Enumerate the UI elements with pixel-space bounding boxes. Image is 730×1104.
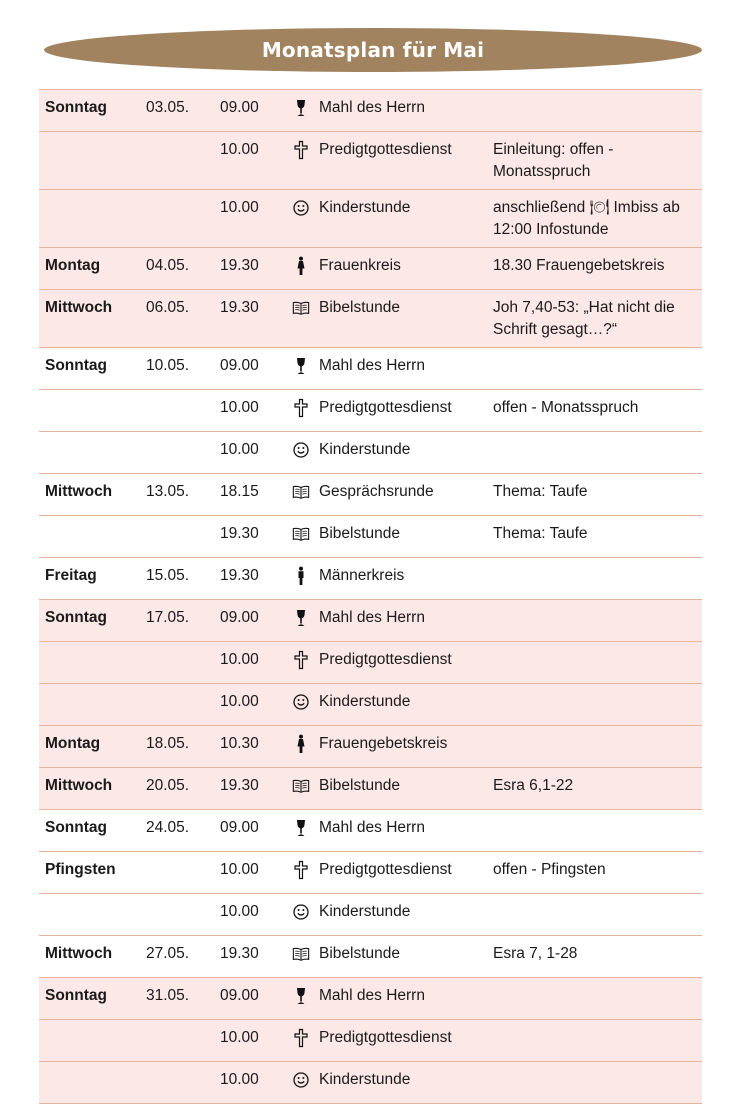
event-cell: Kinderstunde — [319, 1071, 411, 1088]
icon-cell — [283, 290, 319, 347]
note-cell: Esra 7, 1-28 — [493, 945, 578, 962]
cross-icon — [292, 397, 310, 425]
icon-cell — [283, 348, 319, 389]
man-icon — [292, 565, 310, 593]
book-icon — [292, 523, 310, 551]
icon-cell — [283, 132, 319, 189]
table-row — [39, 600, 702, 642]
event-cell: Predigtgottesdienst — [319, 651, 452, 668]
icon-cell — [283, 936, 319, 977]
date-cell — [146, 684, 220, 725]
time-cell: 09.00 — [220, 819, 259, 836]
event-cell: Gesprächsrunde — [319, 483, 434, 500]
book-icon — [292, 775, 310, 803]
event-cell: Mahl des Herrn — [319, 987, 425, 1004]
event-cell: Kinderstunde — [319, 199, 411, 216]
date-cell — [146, 390, 220, 431]
time-cell: 10.00 — [220, 903, 259, 920]
note-cell: 18.30 Frauengebetskreis — [493, 257, 665, 274]
note-cell — [493, 642, 702, 683]
day-cell: Sonntag — [45, 987, 107, 1004]
table-row — [39, 248, 702, 290]
day-cell — [39, 1062, 146, 1103]
woman-icon — [292, 733, 310, 761]
date-cell: 20.05. — [146, 777, 190, 794]
time-cell: 18.15 — [220, 483, 259, 500]
time-cell: 10.00 — [220, 651, 259, 668]
day-cell: Mittwoch — [45, 299, 113, 316]
event-cell: Predigtgottesdienst — [319, 399, 452, 416]
event-cell: Mahl des Herrn — [319, 819, 425, 836]
icon-cell — [283, 432, 319, 473]
event-cell: Predigtgottesdienst — [319, 861, 452, 878]
icon-cell — [283, 810, 319, 851]
icon-cell — [283, 978, 319, 1019]
day-cell: Montag — [45, 257, 101, 274]
time-cell: 09.00 — [220, 99, 259, 116]
date-cell: 04.05. — [146, 257, 190, 274]
date-cell — [146, 1020, 220, 1061]
date-cell: 24.05. — [146, 819, 190, 836]
date-cell: 03.05. — [146, 99, 190, 116]
event-cell: Predigtgottesdienst — [319, 141, 452, 158]
day-cell — [39, 516, 146, 557]
event-cell: Predigtgottesdienst — [319, 1029, 452, 1046]
date-cell: 06.05. — [146, 299, 190, 316]
day-cell — [39, 390, 146, 431]
icon-cell — [283, 852, 319, 893]
table-row — [39, 558, 702, 600]
time-cell: 10.00 — [220, 861, 259, 878]
event-cell: Bibelstunde — [319, 945, 401, 962]
day-cell — [39, 684, 146, 725]
chalice-icon — [292, 817, 310, 845]
note-cell — [493, 348, 702, 389]
chalice-icon — [292, 355, 310, 383]
date-cell: 17.05. — [146, 609, 190, 626]
table-row — [39, 642, 702, 684]
time-cell: 09.00 — [220, 987, 259, 1004]
date-cell — [146, 642, 220, 683]
date-cell: 18.05. — [146, 735, 190, 752]
note-cell — [493, 432, 702, 473]
note-cell: Joh 7,40-53: „Hat nicht die Schrift gesagt…?“ — [493, 299, 675, 338]
day-cell: Sonntag — [45, 357, 107, 374]
table-row — [39, 978, 702, 1020]
time-cell: 19.30 — [220, 945, 259, 962]
chalice-icon — [292, 607, 310, 635]
table-row — [39, 90, 702, 132]
date-cell — [146, 432, 220, 473]
note-cell — [493, 978, 702, 1019]
day-cell: Sonntag — [45, 99, 107, 116]
note-cell — [493, 810, 702, 851]
table-row — [39, 348, 702, 390]
day-cell: Montag — [45, 735, 101, 752]
icon-cell — [283, 894, 319, 935]
note-cell — [493, 1062, 702, 1103]
smiley-icon — [292, 197, 310, 241]
time-cell: 19.30 — [220, 777, 259, 794]
icon-cell — [283, 684, 319, 725]
note-cell: offen - Monatsspruch — [493, 399, 639, 416]
date-cell — [146, 190, 220, 247]
day-cell — [39, 1020, 146, 1061]
woman-icon — [292, 255, 310, 283]
date-cell: 27.05. — [146, 945, 190, 962]
time-cell: 10.00 — [220, 441, 259, 458]
icon-cell — [283, 1020, 319, 1061]
icon-cell — [283, 190, 319, 247]
note-cell: anschließend 🍽 Imbiss ab 12:00 Infostunde — [493, 199, 680, 238]
cross-icon — [292, 1027, 310, 1055]
schedule-table — [39, 89, 702, 1104]
event-cell: Frauengebetskreis — [319, 735, 448, 752]
day-cell: Sonntag — [45, 819, 107, 836]
book-icon — [292, 481, 310, 509]
day-cell — [39, 642, 146, 683]
note-cell — [493, 1020, 702, 1061]
date-cell — [146, 1062, 220, 1103]
note-cell: offen - Pfingsten — [493, 861, 606, 878]
time-cell: 10.30 — [220, 735, 259, 752]
icon-cell — [283, 390, 319, 431]
date-cell: 13.05. — [146, 483, 190, 500]
table-row — [39, 936, 702, 978]
icon-cell — [283, 248, 319, 289]
day-cell — [39, 432, 146, 473]
event-cell: Bibelstunde — [319, 299, 401, 316]
table-row — [39, 432, 702, 474]
event-cell: Frauenkreis — [319, 257, 401, 274]
smiley-icon — [292, 1069, 310, 1097]
table-row — [39, 684, 702, 726]
date-cell — [146, 132, 220, 189]
book-icon — [292, 297, 310, 341]
event-cell: Kinderstunde — [319, 441, 411, 458]
date-cell — [146, 852, 220, 893]
icon-cell — [283, 642, 319, 683]
table-row — [39, 190, 702, 248]
time-cell: 10.00 — [220, 693, 259, 710]
chalice-icon — [292, 97, 310, 125]
book-icon — [292, 943, 310, 971]
note-cell — [493, 894, 702, 935]
note-cell — [493, 684, 702, 725]
table-row — [39, 1020, 702, 1062]
note-cell: Einleitung: offen - Monatsspruch — [493, 141, 614, 180]
event-cell: Bibelstunde — [319, 525, 401, 542]
event-cell: Männerkreis — [319, 567, 405, 584]
smiley-icon — [292, 691, 310, 719]
icon-cell — [283, 726, 319, 767]
note-cell — [493, 90, 702, 131]
day-cell — [39, 190, 146, 247]
day-cell: Mittwoch — [45, 483, 113, 500]
table-row — [39, 290, 702, 348]
chalice-icon — [292, 985, 310, 1013]
title-banner — [44, 28, 702, 72]
table-row — [39, 390, 702, 432]
event-cell: Kinderstunde — [319, 693, 411, 710]
smiley-icon — [292, 439, 310, 467]
time-cell: 10.00 — [220, 1029, 259, 1046]
icon-cell — [283, 558, 319, 599]
icon-cell — [283, 516, 319, 557]
day-cell: Sonntag — [45, 609, 107, 626]
table-row — [39, 726, 702, 768]
time-cell: 19.30 — [220, 525, 259, 542]
icon-cell — [283, 90, 319, 131]
time-cell: 19.30 — [220, 257, 259, 274]
day-cell: Freitag — [45, 567, 97, 584]
time-cell: 19.30 — [220, 567, 259, 584]
time-cell: 19.30 — [220, 299, 259, 316]
cross-icon — [292, 649, 310, 677]
event-cell: Kinderstunde — [319, 903, 411, 920]
date-cell — [146, 894, 220, 935]
table-row — [39, 810, 702, 852]
icon-cell — [283, 768, 319, 809]
note-cell — [493, 726, 702, 767]
note-cell: Thema: Taufe — [493, 483, 588, 500]
note-cell: Esra 6,1-22 — [493, 777, 574, 794]
smiley-icon — [292, 901, 310, 929]
day-cell — [39, 132, 146, 189]
time-cell: 10.00 — [220, 199, 259, 216]
table-row — [39, 516, 702, 558]
table-row — [39, 852, 702, 894]
note-cell — [493, 558, 702, 599]
time-cell: 09.00 — [220, 357, 259, 374]
day-cell: Mittwoch — [45, 945, 113, 962]
page-title: Monatsplan für Mai — [261, 38, 485, 62]
table-row — [39, 894, 702, 936]
time-cell: 10.00 — [220, 399, 259, 416]
time-cell: 10.00 — [220, 141, 259, 158]
day-cell: Mittwoch — [45, 777, 113, 794]
date-cell: 15.05. — [146, 567, 190, 584]
day-cell: Pfingsten — [45, 861, 116, 878]
date-cell: 10.05. — [146, 357, 190, 374]
day-cell — [39, 894, 146, 935]
table-row — [39, 474, 702, 516]
event-cell: Mahl des Herrn — [319, 609, 425, 626]
icon-cell — [283, 600, 319, 641]
icon-cell — [283, 474, 319, 515]
table-row — [39, 132, 702, 190]
icon-cell — [283, 1062, 319, 1103]
date-cell — [146, 516, 220, 557]
note-cell: Thema: Taufe — [493, 525, 588, 542]
cross-icon — [292, 139, 310, 183]
date-cell: 31.05. — [146, 987, 190, 1004]
event-cell: Mahl des Herrn — [319, 357, 425, 374]
event-cell: Mahl des Herrn — [319, 99, 425, 116]
cross-icon — [292, 859, 310, 887]
time-cell: 10.00 — [220, 1071, 259, 1088]
time-cell: 09.00 — [220, 609, 259, 626]
table-row — [39, 1062, 702, 1104]
event-cell: Bibelstunde — [319, 777, 401, 794]
note-cell — [493, 600, 702, 641]
table-row — [39, 768, 702, 810]
